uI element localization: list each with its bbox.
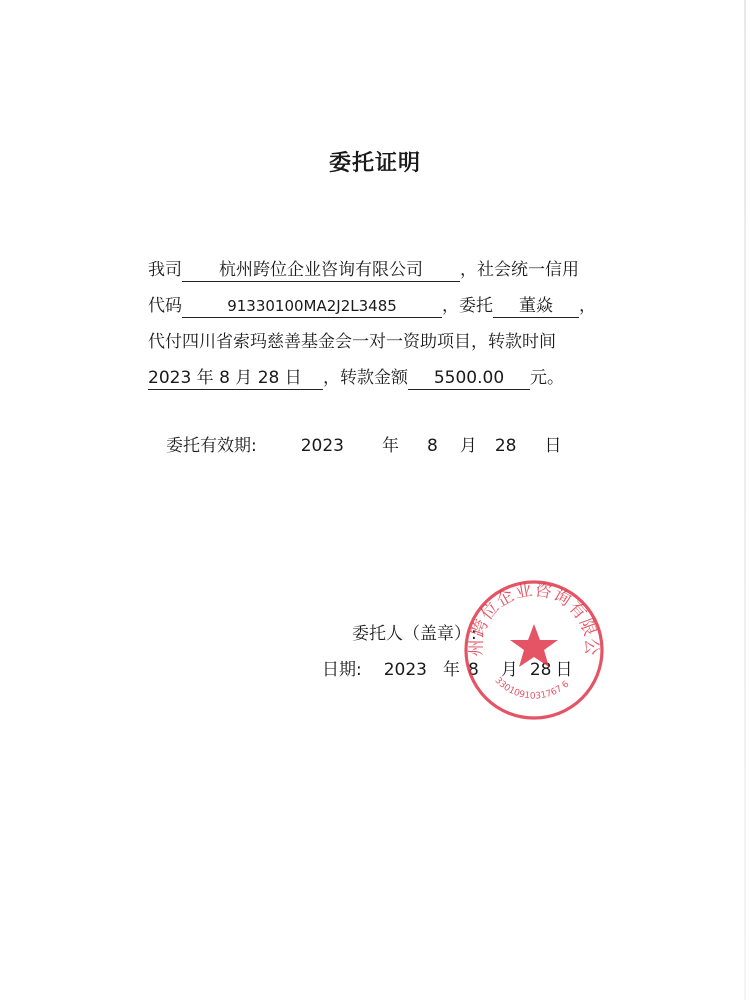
seal-star — [510, 624, 558, 667]
seal-serial-number: 3301091031767 6 — [492, 675, 572, 702]
amount-label: ，转款金额 — [323, 368, 408, 388]
validity-year-unit: 年 — [382, 436, 399, 456]
amount-unit: 元。 — [530, 368, 564, 388]
prefix-text: 我司 — [148, 260, 182, 280]
signature-day-unit: 日 — [555, 660, 573, 680]
company-seal — [462, 578, 606, 722]
paragraph-line-3: 代付四川省索玛慈善基金会一对一资助项目，转款时间 — [148, 332, 556, 352]
credit-code-field: 91330100MA2J2L3485 — [182, 295, 442, 318]
after-code-text: ，委托 — [442, 296, 493, 316]
validity-day: 28 — [494, 436, 517, 456]
validity-month-unit: 月 — [459, 436, 477, 456]
validity-day-unit: 日 — [544, 436, 562, 456]
code-label: 代码 — [148, 296, 182, 316]
line2-end-punct: ， — [579, 296, 596, 316]
validity-month: 8 — [427, 436, 438, 456]
document-title: 委托证明 — [328, 151, 421, 176]
signature-month-unit: 月 — [500, 660, 518, 680]
trustee-name-field: 董焱 — [493, 295, 579, 318]
signature-date-label: 日期: — [322, 660, 362, 680]
signature-month: 8 — [468, 660, 479, 680]
transfer-date-field: 2023 年 8 月 28 日 — [148, 367, 323, 390]
signature-day: 28 — [529, 660, 552, 680]
paragraph-line-2 — [148, 294, 596, 318]
signature-year: 2023 — [383, 660, 427, 680]
validity-year: 2023 — [300, 436, 344, 456]
seal-graphic — [462, 578, 606, 722]
company-name-field: 杭州跨位企业咨询有限公司 — [182, 259, 460, 282]
validity-line — [166, 434, 561, 458]
paragraph-line-4 — [148, 366, 564, 390]
signature-line: 委托人（盖章）: — [352, 624, 477, 644]
after-company-text: ，社会统一信用 — [460, 260, 579, 280]
amount-field: 5500.00 — [408, 367, 530, 390]
seal-company-text: 州跨位企业咨询有限公 — [466, 580, 602, 657]
signature-year-unit: 年 — [443, 660, 460, 680]
validity-label: 委托有效期: — [166, 436, 257, 456]
paragraph-line-1 — [148, 258, 579, 282]
